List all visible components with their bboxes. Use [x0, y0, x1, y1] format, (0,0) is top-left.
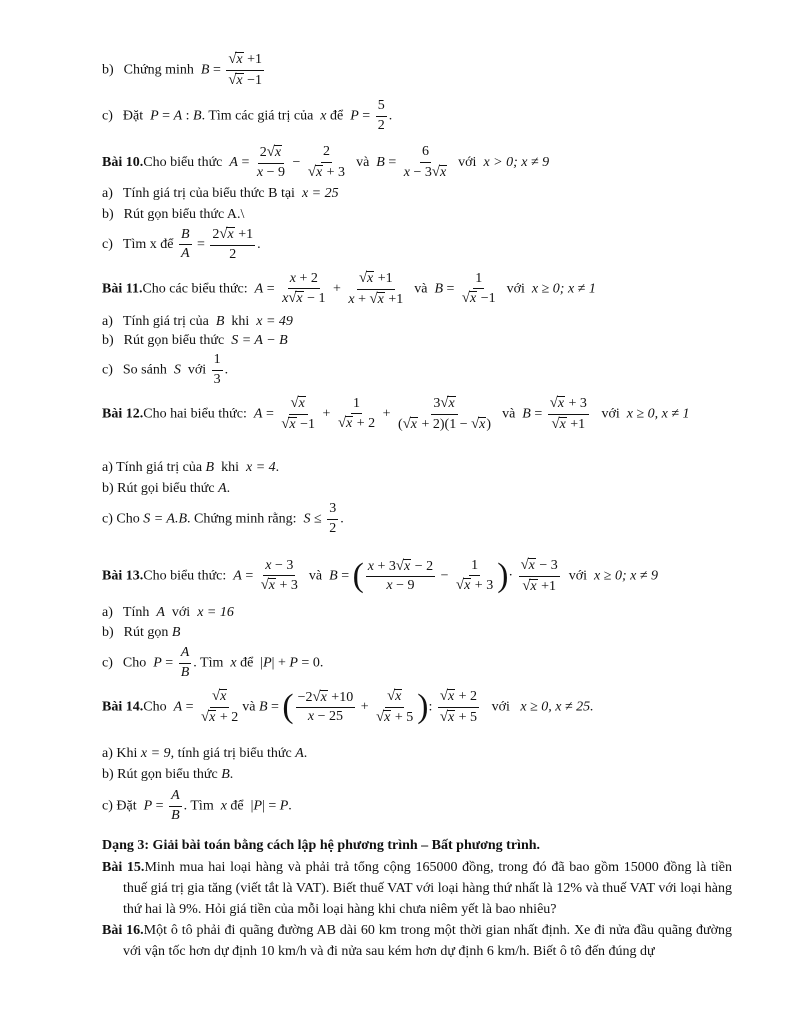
b10-part-a: a) Tính giá trị của biểu thức B tại x = 25: [102, 186, 339, 201]
b11-part-b: b) Rút gọn biểu thức S = A − B: [102, 333, 288, 348]
problem-title: Bài 11.: [102, 281, 143, 297]
problem-title: Bài 12.: [102, 406, 144, 422]
b14-part-c: c) Đặt P = $\frac{A}{B}$ . Tìm x để |P| = P.: [102, 788, 292, 823]
problem-title: Bài 10.: [102, 154, 144, 170]
problem-title: Bài 14.: [102, 699, 144, 715]
b9-part-c: c) Đặt P = A : B. Tìm các giá trị của x để P = $\frac{5}{2}$ .: [102, 98, 393, 133]
b12-part-c: c) Cho S = A.B. Chứng minh rằng: S ≤ $\frac{3}{2}$ .: [102, 501, 344, 536]
b12-statement: Bài 12.Cho hai biểu thức: A = √ x √ x −1 + 1 √ x + 2 + 3 √ x ( √ x + 2)(1 − √ x ) và B = √ x + 3 √ x +1 với x ≥ 0, x ≠ 1: [102, 395, 690, 432]
b13-statement: Bài 13.Cho biểu thức: A = x − 3 √ x + 3 và B = ( x + 3 √ x − 2 x − 9 − 1 √ x + 3 )· √ x − 3 √ x +1 với x ≥ 0; x ≠ 9: [102, 556, 659, 594]
section-heading: Dạng 3: Giải bài toán bằng cách lập hệ phương trình – Bất phương trình.: [102, 838, 541, 853]
b12-part-b: b) Rút gọi biểu thức A.: [102, 481, 231, 496]
b13-part-a: a) Tính A với x = 16: [102, 605, 234, 620]
b14-part-b: b) Rút gọn biểu thức B.: [102, 767, 234, 782]
b14-part-a: a) Khi x = 9, tính giá trị biểu thức A.: [102, 746, 308, 761]
problem-title: Bài 16.: [102, 923, 144, 938]
b13-part-b: b) Rút gọn B: [102, 625, 181, 640]
b12-part-a: a) Tính giá trị của B khi x = 4.: [102, 460, 280, 475]
b10-part-c: c) Tìm x để $\frac{B}{A}$ = 2 √ x +1 2 .: [102, 226, 261, 262]
problem-title: Bài 15.: [102, 860, 145, 875]
b13-part-c: c) Cho P = $\frac{A}{B}$ . Tìm x để |P| + P = 0.: [102, 645, 324, 680]
b10-part-b: b) Rút gọn biểu thức A.\: [102, 207, 245, 222]
fraction: √ x +1 √ x −1: [228, 51, 263, 88]
b11-statement: Bài 11.Cho các biểu thức: A = x + 2 x √ x − 1 + √ x +1 x + √ x +1 và B = 1 √ x −1 với x ≥ 0; x ≠ 1: [102, 270, 596, 307]
b14-statement: Bài 14.Cho A = √ x √ x + 2 và B = ( −2 √ x +10 x − 25 + √ x √ x + 5 ): √ x + 2 √ x + 5 với x ≥ 0, x ≠ 25.: [102, 687, 594, 725]
b16-statement: Bài 16.Một ô tô phải đi quãng đường AB dài 60 km trong một thời gian nhất định. Xe đi nửa đầu quãng đường với vận tốc hơn dự định 10 km/h và đi nửa sau kém hơn dự định 6 km/h. Biết ô tô đến đúng dự: [102, 923, 732, 959]
b11-part-c: c) So sánh S với $\frac{1}{3}$ .: [102, 352, 229, 387]
b15-statement: Bài 15.Minh mua hai loại hàng và phải trả tổng cộng 165000 đồng, trong đó đã bao gồm 15000 đồng là tiền thuế giá trị gia tăng (viết tắt là VAT). Biết thuế VAT với loại hàng thứ nhất là 12% và thuế VAT với loại hàng thứ hai là 9%. Hỏi giá tiền của mỗi loại hàng khi chưa niêm yết là bao nhiêu?: [102, 860, 732, 917]
b9-part-b: b) Chứng minh B = √ x +1 √ x −1: [102, 51, 263, 88]
problem-title: Bài 13.: [102, 568, 144, 584]
b11-part-a: a) Tính giá trị của B khi x = 49: [102, 314, 293, 329]
b10-statement: Bài 10.Cho biểu thức A = 2 √ x x − 9 − 2 √ x + 3 và B = 6 x − 3 √ x với x > 0; x ≠ 9: [102, 144, 550, 180]
fraction: $\frac{5}{2}$: [377, 98, 385, 133]
